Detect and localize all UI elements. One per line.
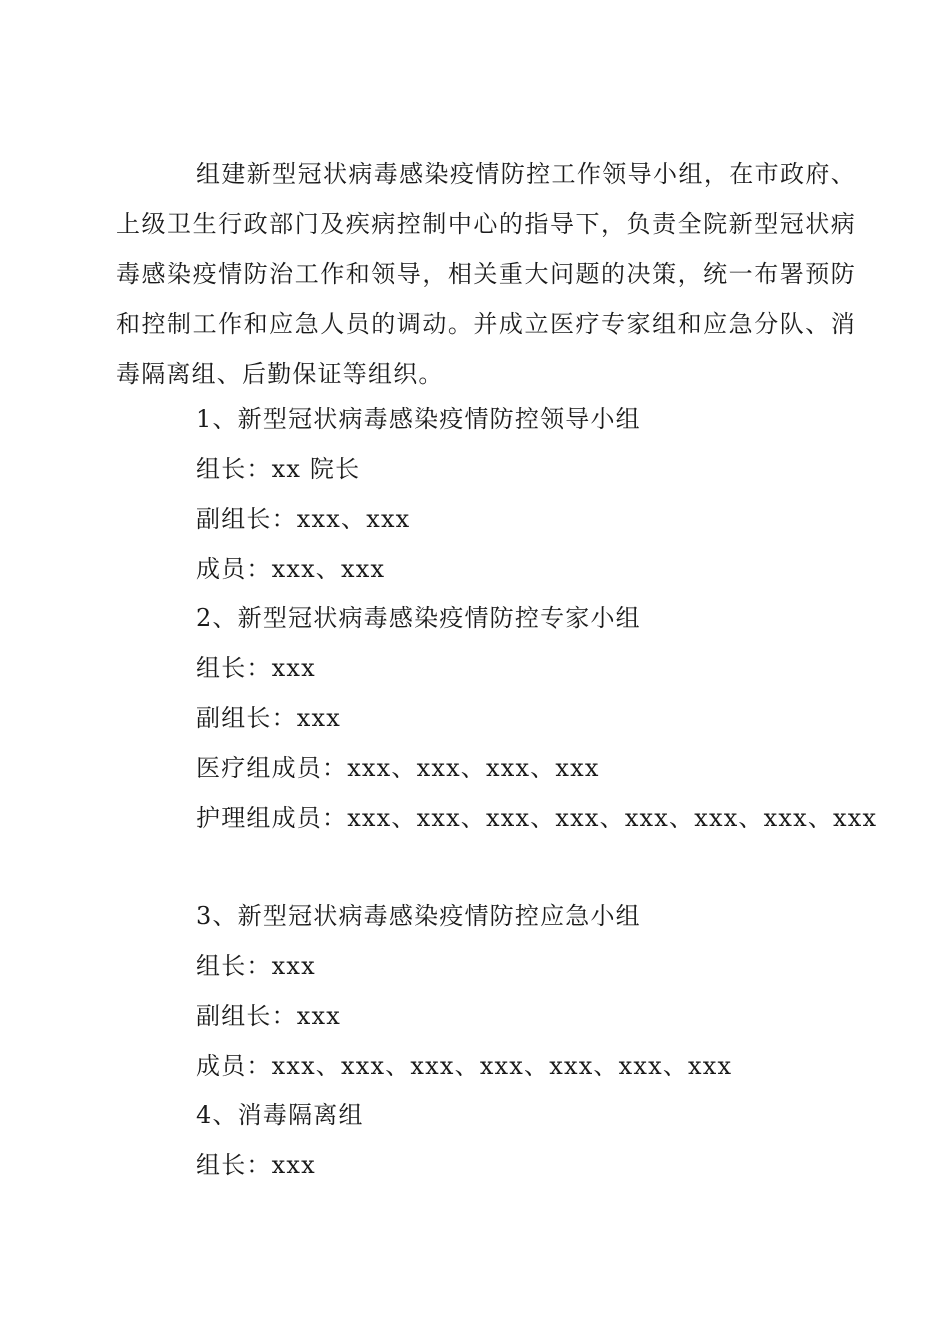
section-4-heading: 4、消毒隔离组 — [196, 1101, 364, 1129]
section-2-leader: 组长：xxx — [196, 654, 316, 682]
section-4-leader: 组长：xxx — [196, 1151, 316, 1179]
section-2-nursing-members: 护理组成员：xxx、xxx、xxx、xxx、xxx、xxx、xxx、xxx — [196, 804, 878, 832]
section-1-leader: 组长：xx 院长 — [196, 455, 361, 483]
section-1-deputy: 副组长：xxx、xxx — [196, 505, 411, 533]
section-2-deputy: 副组长：xxx — [196, 704, 342, 732]
section-2-heading: 2、新型冠状病毒感染疫情防控专家小组 — [196, 604, 641, 632]
intro-paragraph: 组建新型冠状病毒感染疫情防控工作领导小组，在市政府、上级卫生行政部门及疾病控制中心的指导下，负责全院新型冠状病毒感染疫情防治工作和领导，相关重大问题的决策，统一布署预防和控制工作和应急人员的调动。并成立医疗专家组和应急分队、消毒隔离组、后勤保证等组织。 — [116, 160, 856, 388]
section-2-medical-members: 医疗组成员：xxx、xxx、xxx、xxx — [196, 754, 600, 782]
section-1-heading: 1、新型冠状病毒感染疫情防控领导小组 — [196, 405, 641, 433]
section-3-leader: 组长：xxx — [196, 952, 316, 980]
section-1-members: 成员：xxx、xxx — [196, 555, 386, 583]
section-3-heading: 3、新型冠状病毒感染疫情防控应急小组 — [196, 902, 641, 930]
section-3-members: 成员：xxx、xxx、xxx、xxx、xxx、xxx、xxx — [196, 1052, 733, 1080]
section-3-deputy: 副组长：xxx — [196, 1002, 342, 1030]
